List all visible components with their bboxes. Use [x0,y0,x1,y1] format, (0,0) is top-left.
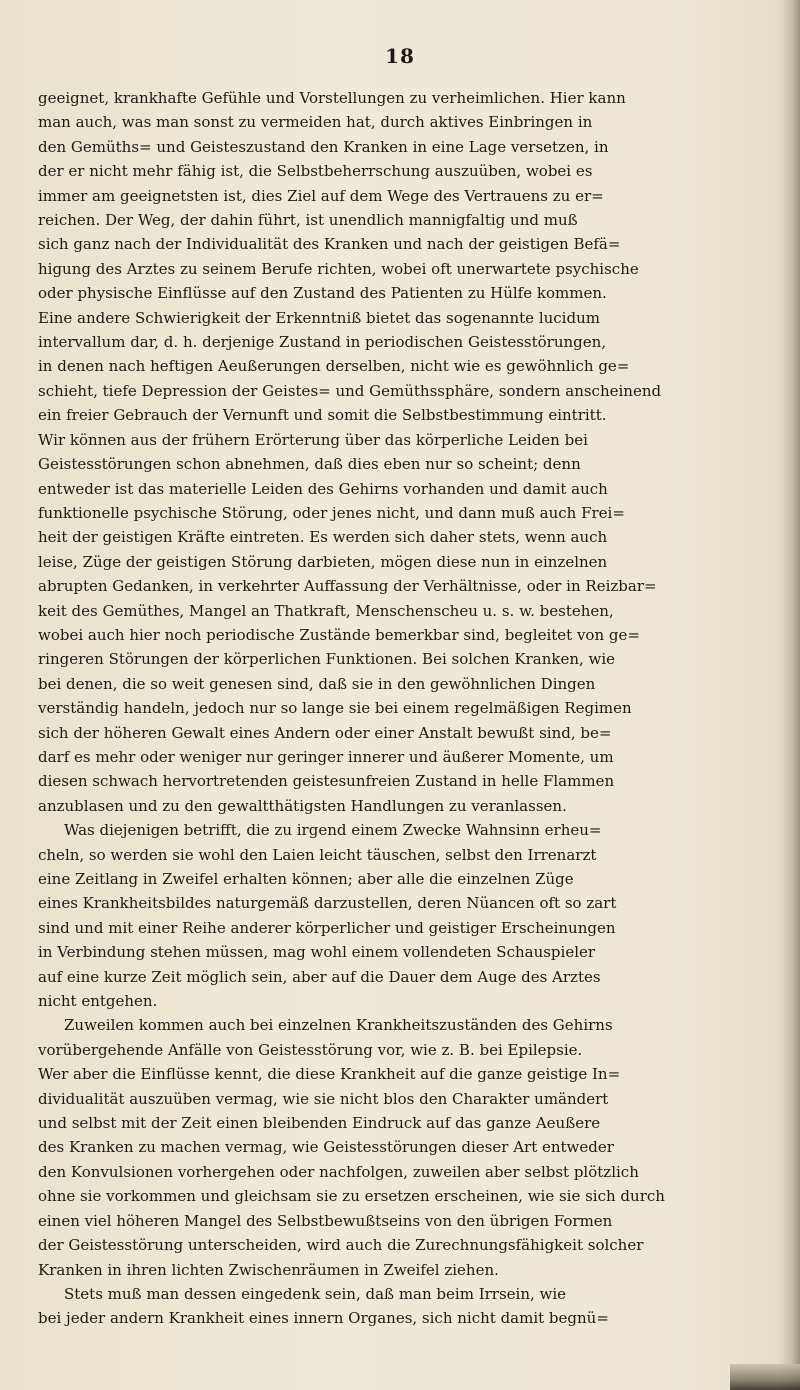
paragraph-4 [38,1282,768,1331]
text-line: bei denen, die so weit genesen sind, daß sie in den gewöhnlichen Dingen [38,674,596,693]
text-line: sich ganz nach der Individualität des Kranken und nach der geistigen Befä= [38,235,621,254]
text-line: der Geistesstörung unterscheiden, wird auch die Zurechnungsfähigkeit solcher [38,1236,644,1255]
page-number: 18 [385,44,415,68]
text-line: eines Krankheitsbildes naturgemäß darzustellen, deren Nüancen oft so zart [38,894,617,913]
text-line: schieht, tiefe Depression der Geistes= und Gemüthssphäre, sondern anscheinend [38,381,662,400]
text-line: man auch, was man sonst zu vermeiden hat, durch aktives Einbringen in [38,113,593,132]
text-line: Stets muß man dessen eingedenk sein, daß man beim Irrsein, wie [64,1284,567,1303]
text-line: Geistesstörungen schon abnehmen, daß dies eben nur so scheint; denn [38,455,581,474]
text-line: bei jeder andern Krankheit eines innern Organes, sich nicht damit begnü= [38,1309,609,1328]
text-line: verständig handeln, jedoch nur so lange sie bei einem regelmäßigen Regimen [38,699,632,718]
text-line: nicht entgehen. [38,992,158,1011]
text-line: reichen. Der Weg, der dahin führt, ist unendlich mannigfaltig und muß [38,211,578,230]
text-line: oder physische Einflüsse auf den Zustand des Patienten zu Hülfe kommen. [38,284,607,303]
body-text [38,86,768,1331]
text-line: Kranken in ihren lichten Zwischenräumen in Zweifel ziehen. [38,1260,499,1279]
text-line: keit des Gemüthes, Mangel an Thatkraft, Menschenscheu u. s. w. bestehen, [38,601,614,620]
text-line: den Gemüths= und Geisteszustand den Kranken in eine Lage versetzen, in [38,137,609,156]
text-line: abrupten Gedanken, in verkehrter Auffassung der Verhältnisse, oder in Reizbar= [38,577,657,596]
text-line: eine Zeitlang in Zweifel erhalten können; aber alle die einzelnen Züge [38,870,574,888]
text-line: der er nicht mehr fähig ist, die Selbstbeherrschung auszuüben, wobei es [38,162,593,181]
text-line: des Kranken zu machen vermag, wie Geistesstörungen dieser Art entweder [38,1138,614,1157]
text-line: in denen nach heftigen Aeußerungen derselben, nicht wie es gewöhnlich ge= [38,357,630,376]
paragraph-3 [38,1013,768,1281]
text-line: higung des Arztes zu seinem Berufe richten, wobei oft unerwartete psychische [38,259,639,278]
paragraph-2 [38,818,768,1013]
text-line: Zuweilen kommen auch bei einzelnen Krankheitszuständen des Gehirns [64,1016,613,1035]
text-line: entweder ist das materielle Leiden des Gehirns vorhanden und damit auch [38,479,608,498]
text-line: Wir können aus der frühern Erörterung über das körperliche Leiden bei [38,430,588,449]
text-line: intervallum dar, d. h. derjenige Zustand in periodischen Geistesstörungen, [38,333,607,352]
text-line: einen viel höheren Mangel des Selbstbewußtseins von den übrigen Formen [38,1211,613,1230]
text-line: diesen schwach hervortretenden geistesunfreien Zustand in helle Flammen [38,772,615,791]
text-line: den Konvulsionen vorhergehen oder nachfolgen, zuweilen aber selbst plötzlich [38,1162,639,1181]
paragraph-1 [38,86,768,818]
text-line: dividualität auszuüben vermag, wie sie nicht blos den Charakter umändert [38,1089,609,1108]
text-line: cheln, so werden sie wohl den Laien leicht täuschen, selbst den Irrenarzt [38,845,597,864]
scan-corner-mark [730,1364,800,1390]
text-line: ringeren Störungen der körperlichen Funktionen. Bei solchen Kranken, wie [38,650,616,669]
text-line: sind und mit einer Reihe anderer körperlicher und geistiger Erscheinungen [38,918,616,937]
text-line: leise, Züge der geistigen Störung darbieten, mögen diese nun in einzelnen [38,552,608,571]
text-line: anzublasen und zu den gewaltthätigsten Handlungen zu veranlassen. [38,796,567,815]
text-line: wobei auch hier noch periodische Zustände bemerkbar sind, begleitet von ge= [38,625,640,644]
text-line: ein freier Gebrauch der Vernunft und somit die Selbstbestimmung eintritt. [38,406,607,425]
text-line: funktionelle psychische Störung, oder jenes nicht, und dann muß auch Frei= [38,503,625,522]
text-line: darf es mehr oder weniger nur geringer innerer und äußerer Momente, um [38,747,614,766]
text-line: Wer aber die Einflüsse kennt, die diese Krankheit auf die ganze geistige In= [38,1065,621,1084]
text-line: vorübergehende Anfälle von Geistesstörung vor, wie z. B. bei Epilepsie. [38,1040,583,1059]
text-line: Was diejenigen betrifft, die zu irgend einem Zwecke Wahnsinn erheu= [64,821,602,840]
text-line: geeignet, krankhafte Gefühle und Vorstellungen zu verheimlichen. Hier kann [38,89,626,107]
text-line: ohne sie vorkommen und gleichsam sie zu ersetzen erscheinen, wie sie sich durch [38,1187,665,1206]
page-edge-shadow [778,0,800,1390]
text-line: auf eine kurze Zeit möglich sein, aber auf die Dauer dem Auge des Arztes [38,967,601,986]
text-line: in Verbindung stehen müssen, mag wohl einem vollendeten Schauspieler [38,943,596,962]
text-line: und selbst mit der Zeit einen bleibenden Eindruck auf das ganze Aeußere [38,1114,601,1133]
text-line: heit der geistigen Kräfte eintreten. Es werden sich daher stets, wenn auch [38,528,608,547]
text-line: Eine andere Schwierigkeit der Erkenntniß bietet das sogenannte lucidum [38,308,600,327]
text-line: immer am geeignetsten ist, dies Ziel auf dem Wege des Vertrauens zu er= [38,186,604,205]
text-line: sich der höheren Gewalt eines Andern oder einer Anstalt bewußt sind, be= [38,723,612,742]
